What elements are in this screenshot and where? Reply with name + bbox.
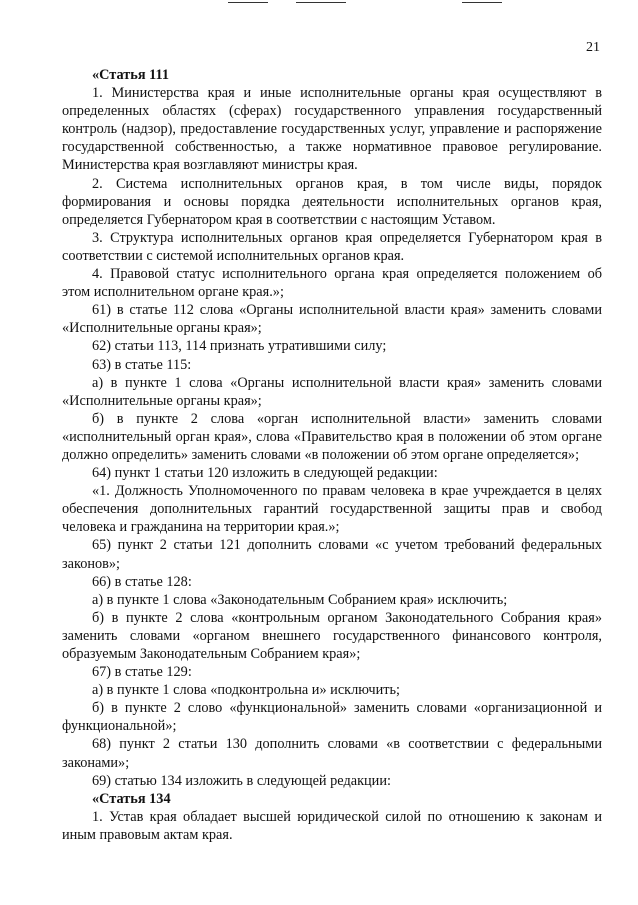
paragraph: 3. Структура исполнительных органов края определяется Губернатором края в соответствии с системой исполнительных органов края. xyxy=(62,229,602,264)
paragraph: а) в пункте 1 слова «Законодательным Собранием края» исключить; xyxy=(92,591,508,608)
paragraph: а) в пункте 1 слова «Органы исполнительной власти края» заменить словами «Исполнительные органы края»; xyxy=(62,374,602,409)
paragraph: б) в пункте 2 слова «орган исполнительной власти» заменить словами «исполнительный орган края», слова «Правительство края в положении об этом органе должно определить» заменить словами «в положении об этом органе определяется»; xyxy=(62,410,602,463)
paragraph: а) в пункте 1 слова «подконтрольна и» исключить; xyxy=(92,682,400,699)
paragraph: 1. Министерства края и иные исполнительные органы края осуществляют в определенных областях (сферах) государственного управления государственный контроль (надзор), предоставление государственных услуг, управление и распоряжение государственной собственностью, а также нормативное правовое регулирование. Министерства края возглавляют министры края. xyxy=(62,85,602,174)
paragraph: 66) в статье 128: xyxy=(92,573,192,590)
paragraph: 2. Система исполнительных органов края, в том числе виды, порядок формирования и основы порядка деятельности исполнительных органов края, определяется Губернатором края в соответствии с настоящим Уставом. xyxy=(62,175,602,228)
paragraph: 62) статьи 113, 114 признать утратившими силу; xyxy=(92,338,387,355)
paragraph: 61) в статье 112 слова «Органы исполнительной власти края» заменить словами «Исполнительные органы края»; xyxy=(62,302,602,337)
paragraph: б) в пункте 2 слово «функциональной» заменить словами «организационной и функциональной»; xyxy=(62,700,602,735)
paragraph: 64) пункт 1 статьи 120 изложить в следующей редакции: xyxy=(92,465,438,482)
paragraph: «1. Должность Уполномоченного по правам человека в крае учреждается в целях обеспечения дополнительных гарантий государственной защиты прав и свобод человека и гражданина на территории края.»; xyxy=(62,483,602,536)
paragraph: 1. Устав края обладает высшей юридической силой по отношению к законам и иным правовым актам края. xyxy=(62,808,602,843)
document-body xyxy=(62,66,602,844)
paragraph: 67) в статье 129: xyxy=(92,664,192,681)
paragraph: 65) пункт 2 статьи 121 дополнить словами «с учетом требований федеральных законов»; xyxy=(62,537,602,572)
article-heading: «Статья 111 xyxy=(92,67,170,83)
page-number: 21 xyxy=(586,40,600,55)
paragraph: 4. Правовой статус исполнительного органа края определяется положением об этом исполнительном органе края.»; xyxy=(62,266,602,301)
paragraph: б) в пункте 2 слова «контрольным органом Законодательного Собрания края» заменить словами «органом внешнего государственного финансового контроля, образуемым Законодательным Собранием края»; xyxy=(62,609,602,662)
article-heading: «Статья 134 xyxy=(92,790,171,807)
paragraph: 68) пункт 2 статьи 130 дополнить словами «в соответствии с федеральными законами»; xyxy=(62,736,602,771)
paragraph: 69) статью 134 изложить в следующей редакции: xyxy=(92,772,391,789)
top-scan-marks xyxy=(0,0,638,8)
paragraph: 63) в статье 115: xyxy=(92,356,192,373)
